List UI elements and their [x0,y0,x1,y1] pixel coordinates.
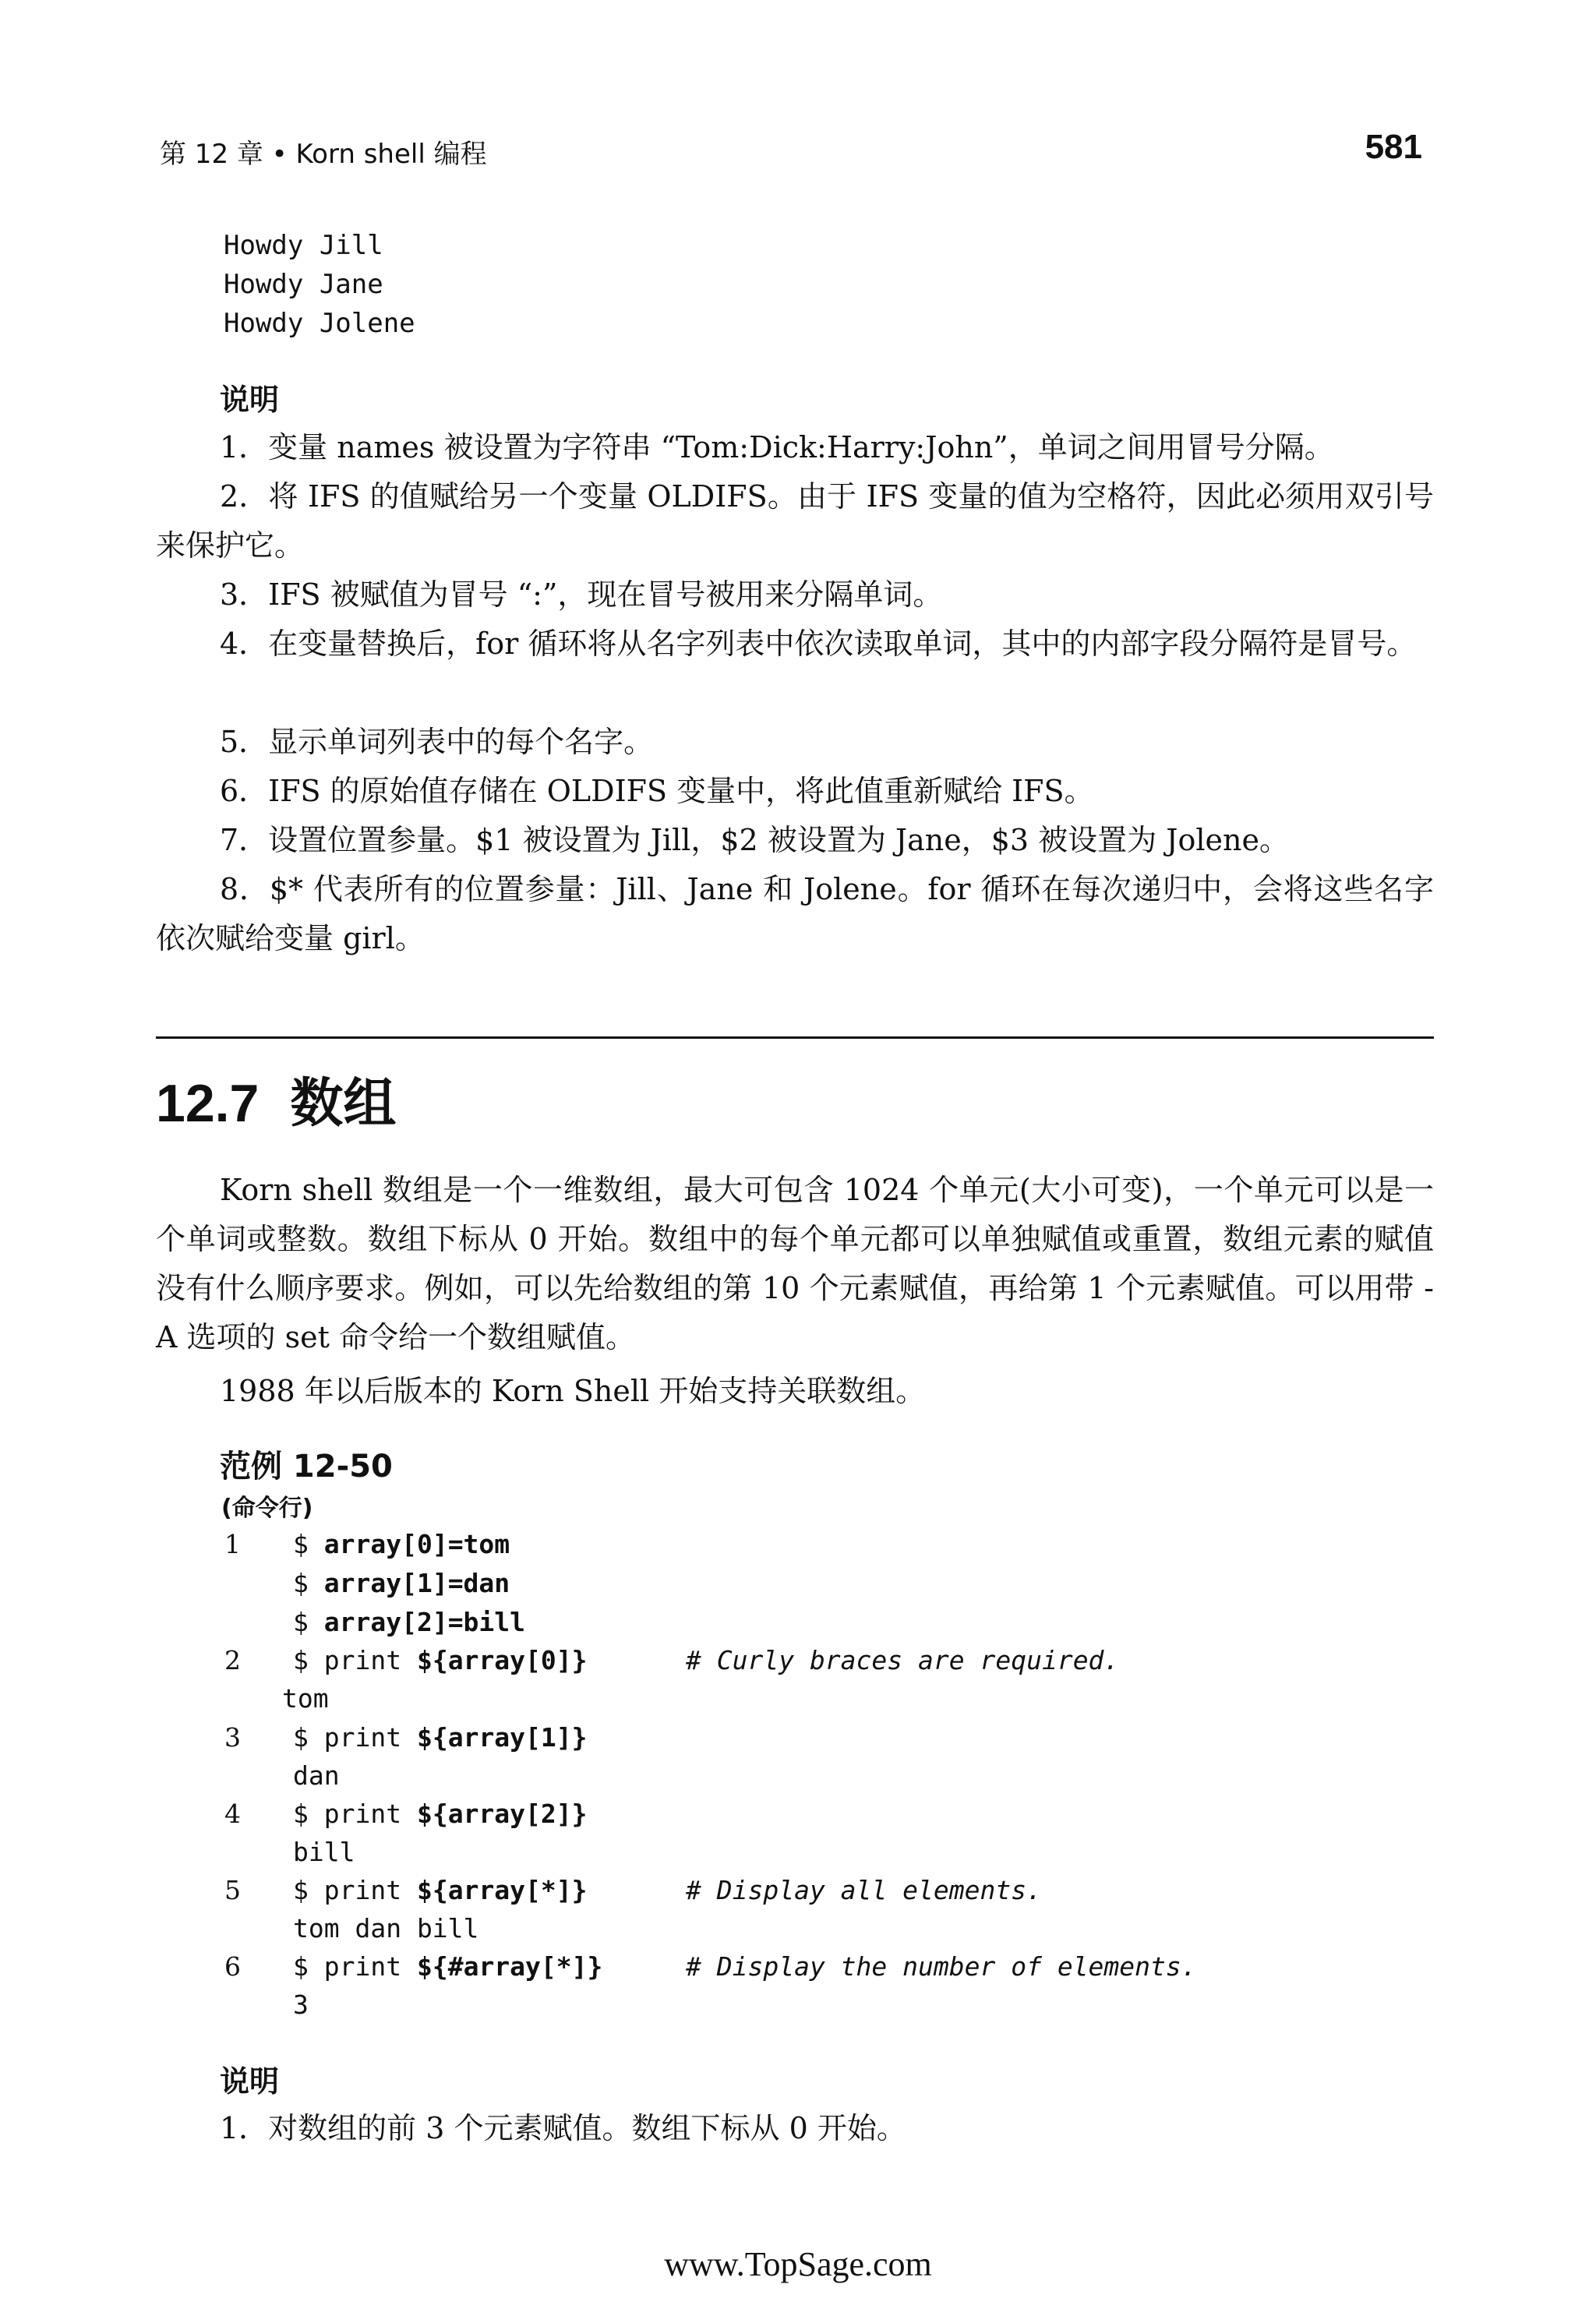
code-output-line: tom [282,1683,329,1714]
code-comment: # Display the number of elements. [686,1951,1197,1982]
code-line: 4 $ print ${array[2]} [224,1799,588,1829]
page-number: 581 [1365,128,1422,166]
output-line: Howdy Jolene [224,308,415,339]
code-output-line: bill [293,1837,355,1867]
explanation-item: 4．在变量替换后，for 循环将从名字列表中依次读取单词，其中的内部字段分隔符是冒号。 [220,627,1417,661]
output-line: Howdy Jill [224,230,383,261]
code-line: 2 $ print ${array[0]} # Curly braces are required. [224,1645,1120,1675]
example-title: 范例 12-50 [220,1449,393,1485]
code-line: 3 $ print ${array[1]} [224,1722,588,1753]
output-line: Howdy Jane [224,269,383,300]
code-line: $ array[2]=bill [293,1607,526,1637]
section-title: 数组 [290,1074,397,1133]
code-line: 5 $ print ${array[*]} # Display all elements. [224,1875,1042,1905]
explanation-item: 1．变量 names 被设置为字符串 “Tom:Dick:Harry:John”，单词之间用冒号分隔。 [220,430,1334,464]
section-number: 12.7 [156,1074,260,1133]
code-output-line: 3 [293,1989,309,2020]
section-heading [156,1061,396,1137]
code-comment: # Curly braces are required. [686,1645,1120,1675]
explanation-item: 2．将 IFS 的值赋给另一个变量 OLDIFS。由于 IFS 变量的值为空格符，因此必须用双引号来保护它。 [156,479,1434,563]
code-line: 1 $ array[0]=tom [224,1529,510,1559]
explanation-item: 7．设置位置参量。$1 被设置为 Jill，$2 被设置为 Jane，$3 被设置为 Jolene。 [220,823,1289,857]
code-comment: # Display all elements. [686,1875,1042,1905]
chapter-title: 第 12 章 • Korn shell 编程 [160,139,487,170]
explanation-item: 8．$* 代表所有的位置参量：Jill、Jane 和 Jolene。for 循环在每次递归中，会将这些名字依次赋给变量 girl。 [156,872,1434,955]
code-line: 6 $ print ${#array[*]} # Display the number of elements. [224,1951,1197,1982]
page-header [160,128,1422,171]
example-subtitle: (命令行) [221,1495,313,1522]
explanation-item: 5．显示单词列表中的每个名字。 [220,725,654,759]
explanation-item: 1．对数组的前 3 个元素赋值。数组下标从 0 开始。 [220,2111,906,2145]
footer-url: www.TopSage.com [664,2245,932,2283]
body-paragraph: Korn shell 数组是一个一维数组，最大可包含 1024 个单元(大小可变)，一个单元可以是一个单词或整数。数组下标从 0 开始。数组中的每个单元都可以单独赋值或重置，数组元素的赋值没有什么顺序要求。例如，可以先给数组的第 10 个元素赋值，再给第 1 个元素赋值。可以用带 - A 选项的 set 命令给一个数组赋值。 [156,1173,1434,1354]
program-output [224,226,415,343]
explanation-heading: 说明 [220,2064,280,2099]
explanation-item: 3．IFS 被赋值为冒号 “:”，现在冒号被用来分隔单词。 [220,577,943,612]
code-line: $ array[1]=dan [293,1568,510,1598]
explanation-item: 6．IFS 的原始值存储在 OLDIFS 变量中，将此值重新赋给 IFS。 [220,774,1094,808]
body-paragraph: 1988 年以后版本的 Korn Shell 开始支持关联数组。 [220,1374,926,1408]
section-divider [156,1036,1434,1039]
code-output-line: dan [293,1760,340,1791]
explanation-heading: 说明 [220,383,280,417]
code-output-line: tom dan bill [293,1913,479,1944]
